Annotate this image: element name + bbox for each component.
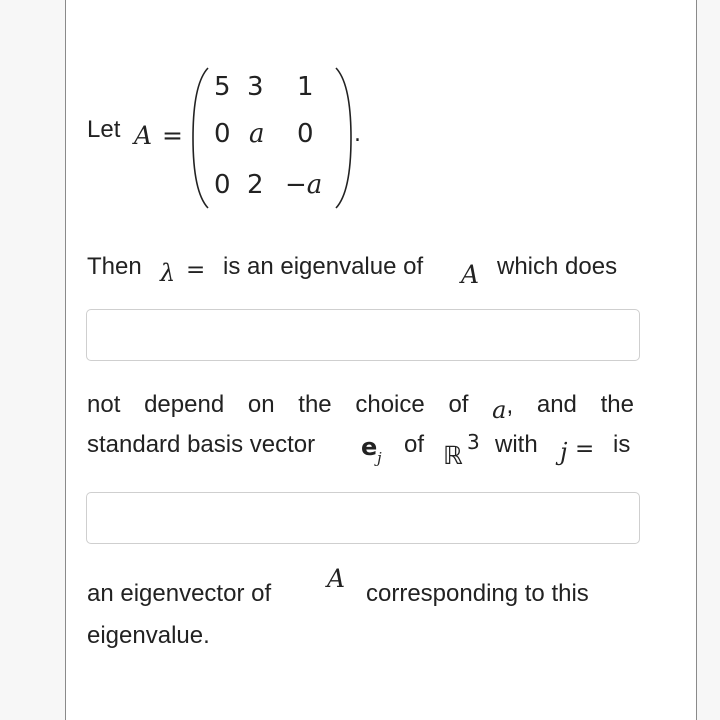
eigenvalue-text: is an eigenvalue of (223, 253, 424, 280)
matrix-cell: 3 (247, 72, 264, 102)
matrix-cell: 0 (214, 119, 231, 149)
then-label: Then (87, 253, 142, 280)
word: and (536, 391, 577, 418)
eigenvalue-word: eigenvalue. (87, 622, 210, 649)
comma: , (506, 392, 514, 419)
real-space-exponent: 3 (467, 430, 480, 454)
matrix-cell: a (249, 119, 265, 149)
let-label: Let (87, 116, 121, 143)
j-answer-input[interactable] (86, 492, 640, 544)
j-symbol: j (560, 438, 568, 466)
matrix-cell: 5 (214, 72, 231, 102)
matrix-cell: 2 (247, 170, 264, 200)
word: choice (355, 391, 425, 418)
matrix-right-paren (332, 66, 354, 210)
with-text: with (495, 431, 538, 458)
word: the (600, 391, 634, 418)
matrix-period: . (354, 122, 361, 147)
corresponding-text: corresponding to this (366, 580, 589, 607)
of-text: of (404, 431, 425, 458)
j-equals: = (575, 436, 595, 462)
e-vector-symbol: e (361, 433, 378, 461)
matrix-cell: −a (285, 170, 323, 200)
matrix-cell: 0 (214, 170, 231, 200)
word: the (298, 391, 332, 418)
matrix-a-ref-2: A (327, 564, 346, 593)
matrix-symbol: A (134, 121, 153, 150)
lambda-symbol: λ (160, 259, 176, 287)
eigenvector-text: an eigenvector of (87, 580, 272, 607)
matrix-cell: 0 (297, 119, 314, 149)
lambda-equals: = (186, 257, 206, 283)
matrix-a-ref: A (461, 260, 480, 289)
matrix-equals: = (162, 121, 183, 150)
a-symbol: a (492, 396, 507, 424)
real-space-symbol: ℝ (443, 441, 463, 470)
is-text: is (613, 431, 631, 458)
choice-line (87, 391, 634, 424)
matrix-left-paren (190, 66, 212, 210)
basis-text: standard basis vector (87, 431, 316, 458)
matrix-cell: 1 (297, 72, 314, 102)
a-variable (492, 392, 514, 424)
word: not (87, 391, 121, 418)
lambda-answer-input[interactable] (86, 309, 640, 361)
word: of (448, 391, 469, 418)
word: depend (144, 391, 225, 418)
which-does-text: which does (497, 253, 618, 280)
e-subscript-j: j (377, 449, 382, 467)
word: on (247, 391, 275, 418)
